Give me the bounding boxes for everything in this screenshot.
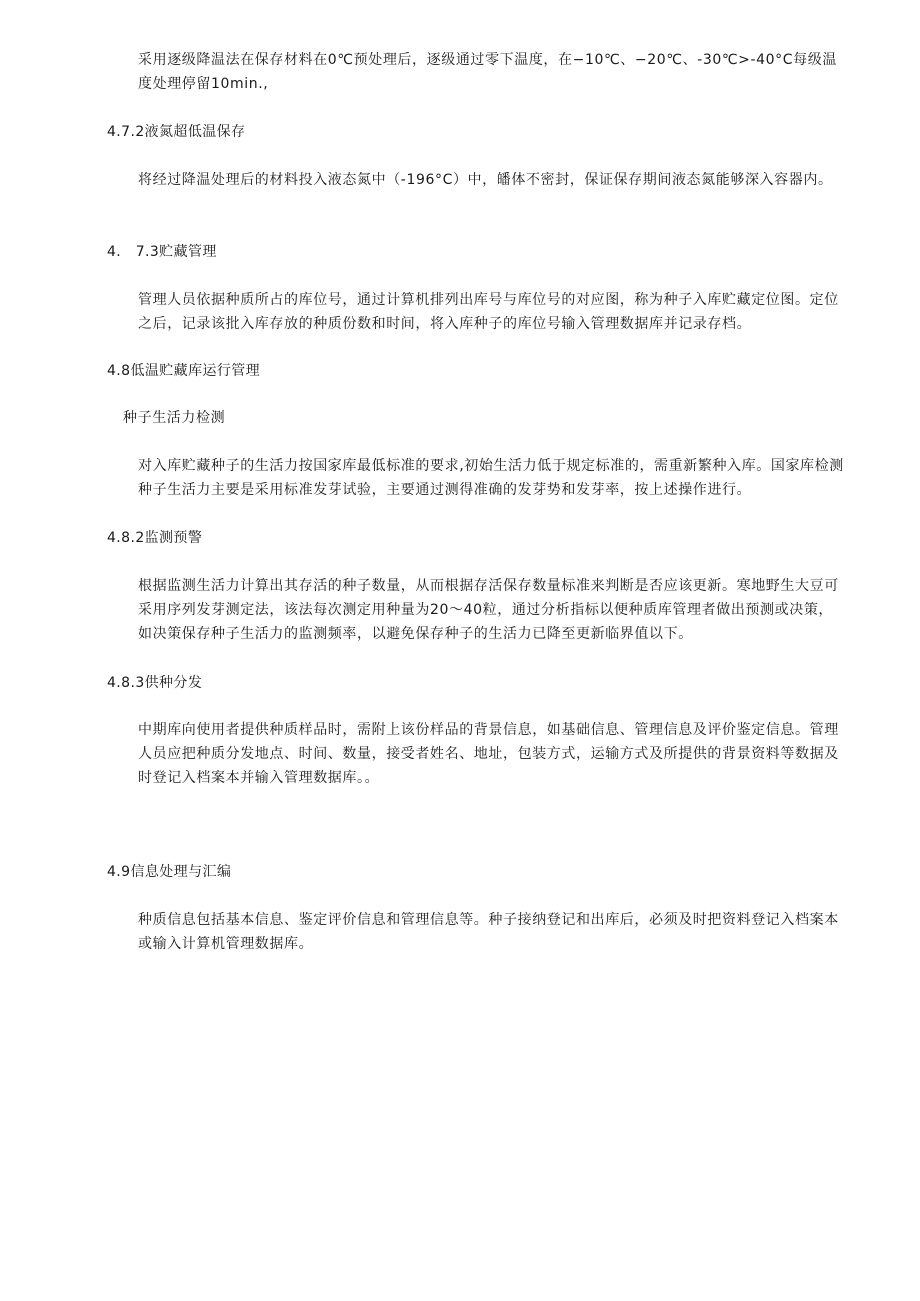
heading-4-8-2: 4.8.2监测预警	[107, 530, 203, 546]
paragraph-liquid-nitrogen: 将经过降温处理后的材料投入液态氮中（-196°C）中，皤体不密封，保证保存期间液态氮能够深入容器内。	[138, 172, 833, 188]
paragraph-seed-distribution: 中期库向使用者提供种质样品时，需附上该份样品的背景信息，如基础信息、管理信息及评价鉴定信息。管理人员应把种质分发地点、时间、数量，接受者姓名、地址，包装方式，运输方式及所提供的背景资料等数据及时登记入档案本并输入管理数据库。。	[138, 722, 839, 786]
heading-4-8: 4.8低温贮藏库运行管理	[107, 363, 261, 379]
paragraph-info-processing: 种质信息包括基本信息、鉴定评价信息和管理信息等。种子接纳登记和出库后，必须及时把资料登记入档案本或输入计算机管理数据库。	[138, 912, 839, 952]
paragraph-monitoring-warning: 根据监测生活力计算出其存活的种子数量，从而根据存活保存数量标准来判断是否应该更新。寒地野生大豆可采用序列发芽测定法，该法每次测定用种量为20〜40粒，通过分析指标以便种质库管理者做出预测或决策，如决策保存种子生活力的监测频率，以避免保存种子的生活力已降至更新临界值以下。	[138, 578, 839, 642]
heading-4-7-3: 4. 7.3贮藏管理	[107, 244, 217, 260]
heading-4-7-2: 4.7.2液氮超低温保存	[107, 124, 246, 140]
heading-4-9: 4.9信息处理与汇编	[107, 864, 232, 880]
paragraph-gradual-cooling: 采用逐级降温法在保存材料在0℃预处理后，逐级通过零下温度，在−10℃、−20℃、-30℃>-40°C每级温度处理停留10min.,	[138, 52, 837, 92]
paragraph-storage-management: 管理人员依据种质所占的库位号，通过计算机排列出库号与库位号的对应图，称为种子入库贮藏定位图。定位之后，记录该批入库存放的种质份数和时间，将入库种子的库位号输入管理数据库并记录存档。	[138, 292, 839, 332]
heading-4-8-3: 4.8.3供种分发	[107, 675, 203, 691]
paragraph-viability-testing: 对入库贮藏种子的生活力按国家库最低标准的要求,初始生活力低于规定标准的，需重新繁种入库。国家库检测种子生活力主要是采用标准发芽试验，主要通过测得准确的发芽势和发芽率，按上述操作进行。	[138, 458, 844, 498]
subheading-seed-viability: 种子生活力检测	[123, 410, 226, 426]
